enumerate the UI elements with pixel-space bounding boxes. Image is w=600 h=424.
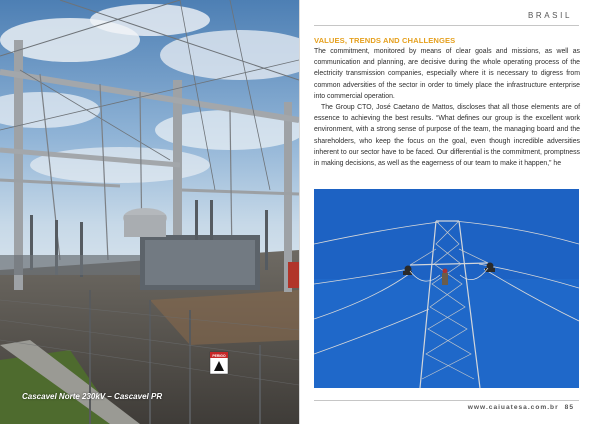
article <box>314 36 580 169</box>
article-heading: VALUES, TRENDS AND CHALLENGES <box>314 36 456 45</box>
footer-rule <box>314 400 579 401</box>
header-rule <box>314 25 579 26</box>
page-spine <box>299 0 300 424</box>
transmission-tower-photo <box>314 189 579 388</box>
footer-website[interactable]: www.caiuatesa.com.br <box>467 404 559 411</box>
article-paragraph: The Group CTO, José Caetano de Mattos, discloses that all those elements are of essence to achieving the best results. “What defines our group is the excellent work environment, with a strong sense of purpose of the team, the managing board and the shareholders, who keep the focus on the goal, even though incredible adversities inherent to our sector have to be faced. Our differential is the commitment, promptness in making decisions, as well as the eagerness of our team to make it happen,” he <box>314 104 580 168</box>
page-number: 85 <box>564 404 574 411</box>
section-label: BRASIL <box>527 11 572 20</box>
warning-sign-text: PERIGO <box>212 354 226 358</box>
substation-photo <box>0 0 299 424</box>
page-footer <box>468 404 574 411</box>
article-paragraph: The commitment, monitored by means of clear goals and missions, as well as communication and planning, are decisive during the whole operating process of the electricity transmission companies, especially where it is necessary to digress from common adversities of the sector in order to timely place the infrastructure enterprise into commercial operation. <box>314 48 580 100</box>
photo-caption: Cascavel Norte 230kV – Cascavel PR <box>22 392 163 401</box>
